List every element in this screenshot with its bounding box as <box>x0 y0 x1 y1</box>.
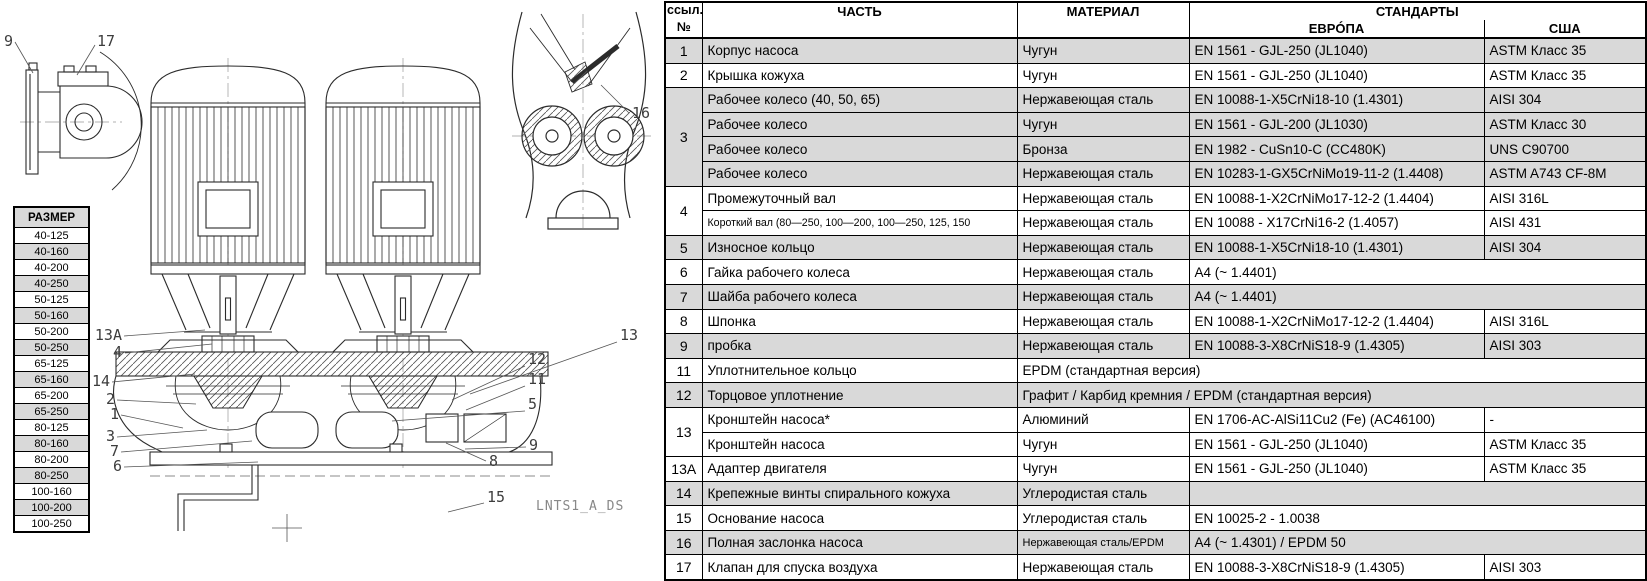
size-row <box>14 292 89 308</box>
table-row <box>665 211 1646 236</box>
part-cell: Шайба рабочего колеса <box>702 284 1017 309</box>
size-value: 40-200 <box>14 260 89 276</box>
usa-standard-cell: AISI 303 <box>1484 555 1646 580</box>
usa-standard-cell: ASTM Класс 35 <box>1484 432 1646 457</box>
callout-1: 1 <box>109 405 119 423</box>
callout-7: 7 <box>109 442 119 460</box>
europe-standard-cell: EN 1706-AC-AlSi11Cu2 (Fe) (AC46100) <box>1189 407 1484 432</box>
part-cell: Торцовое уплотнение <box>702 383 1017 408</box>
material-cell: Чугун <box>1017 112 1189 137</box>
table-row <box>665 161 1646 186</box>
table-row <box>665 260 1646 285</box>
material-cell: Графит / Карбид кремния / EPDM (стандартная версия) <box>1017 383 1646 408</box>
europe-standard-cell: EN 10088-1-X5CrNi18-10 (1.4301) <box>1189 88 1484 113</box>
usa-standard-cell: - <box>1484 407 1646 432</box>
parts-table <box>664 1 1647 581</box>
size-value: 50-250 <box>14 340 89 356</box>
part-cell: Основание насоса <box>702 506 1017 531</box>
ref-cell: 8 <box>665 309 702 334</box>
size-row <box>14 324 89 340</box>
part-cell: Гайка рабочего колеса <box>702 260 1017 285</box>
part-cell: Уплотнительное кольцо <box>702 358 1017 383</box>
material-cell: Чугун <box>1017 38 1189 63</box>
part-cell: Короткий вал (80—250, 100—200, 100—250, 125, 150 <box>702 211 1017 236</box>
material-cell: Нержавеющая сталь <box>1017 334 1189 359</box>
size-row <box>14 276 89 292</box>
europe-standard-cell: EN 10088 - X17CrNi16-2 (1.4057) <box>1189 211 1484 236</box>
size-value: 65-250 <box>14 404 89 420</box>
size-row <box>14 308 89 324</box>
size-row <box>14 484 89 500</box>
europe-standard-cell: EN 1561 - GJL-200 (JL1030) <box>1189 112 1484 137</box>
table-row <box>665 530 1646 555</box>
header-ref-line2: № <box>676 20 691 34</box>
material-cell: Чугун <box>1017 432 1189 457</box>
size-row <box>14 420 89 436</box>
size-value: 65-200 <box>14 388 89 404</box>
table-row <box>665 38 1646 63</box>
size-row <box>14 340 89 356</box>
ref-cell: 5 <box>665 235 702 260</box>
europe-standard-cell: EN 10088-1-X5CrNi18-10 (1.4301) <box>1189 235 1484 260</box>
material-cell: Нержавеющая сталь <box>1017 260 1189 285</box>
callout-12: 12 <box>528 350 547 368</box>
part-cell: Износное кольцо <box>702 235 1017 260</box>
table-row <box>665 284 1646 309</box>
motor-left <box>151 66 305 352</box>
material-cell: Нержавеющая сталь <box>1017 284 1189 309</box>
callout-9: 9 <box>4 32 14 50</box>
table-row <box>665 334 1646 359</box>
europe-standard-cell: EN 10283-1-GX5CrNiMo19-11-2 (1.4408) <box>1189 161 1484 186</box>
ref-cell: 9 <box>665 334 702 359</box>
part-cell: Кронштейн насоса <box>702 432 1017 457</box>
ref-cell: 1 <box>665 38 702 63</box>
usa-standard-cell: AISI 431 <box>1484 211 1646 236</box>
europe-standard-cell: EN 10025-2 - 1.0038 <box>1189 506 1646 531</box>
material-cell: Бронза <box>1017 137 1189 162</box>
table-row <box>665 407 1646 432</box>
part-cell: Крепежные винты спирального кожуха <box>702 481 1017 506</box>
usa-standard-cell: UNS C90700 <box>1484 137 1646 162</box>
callout-8: 8 <box>489 452 499 470</box>
size-row <box>14 500 89 516</box>
header-standards: СТАНДАРТЫ <box>1189 2 1646 20</box>
table-row <box>665 309 1646 334</box>
size-value: 40-250 <box>14 276 89 292</box>
ref-cell: 3 <box>665 88 702 186</box>
material-cell: Нержавеющая сталь <box>1017 161 1189 186</box>
size-value: 65-160 <box>14 372 89 388</box>
size-value: 40-125 <box>14 228 89 244</box>
size-row <box>14 260 89 276</box>
callout-6: 6 <box>112 457 122 475</box>
table-row <box>665 481 1646 506</box>
header-ref <box>665 2 702 38</box>
size-value: 65-125 <box>14 356 89 372</box>
material-cell: EPDM (стандартная версия) <box>1017 358 1646 383</box>
usa-standard-cell: ASTM Класс 35 <box>1484 63 1646 88</box>
callout-15: 15 <box>487 488 506 506</box>
part-cell: пробка <box>702 334 1017 359</box>
callout-9: 9 <box>529 436 539 454</box>
part-cell: Рабочее колесо <box>702 137 1017 162</box>
header-usa: США <box>1484 20 1646 38</box>
ref-cell: 4 <box>665 186 702 235</box>
material-cell: Чугун <box>1017 457 1189 482</box>
callout-13: 13 <box>620 326 639 344</box>
material-cell: Нержавеющая сталь <box>1017 235 1189 260</box>
callout-4: 4 <box>112 343 122 361</box>
size-row <box>14 228 89 244</box>
ref-cell: 2 <box>665 63 702 88</box>
callout-16: 16 <box>632 104 651 122</box>
size-value: 50-160 <box>14 308 89 324</box>
size-row <box>14 436 89 452</box>
usa-standard-cell: AISI 316L <box>1484 186 1646 211</box>
europe-standard-cell: EN 1561 - GJL-250 (JL1040) <box>1189 432 1484 457</box>
size-value: 100-160 <box>14 484 89 500</box>
europe-standard-cell: EN 1561 - GJL-250 (JL1040) <box>1189 38 1484 63</box>
size-row <box>14 388 89 404</box>
size-row <box>14 404 89 420</box>
europe-standard-cell: EN 1982 - CuSn10-C (CC480K) <box>1189 137 1484 162</box>
size-table <box>13 206 90 533</box>
part-cell: Рабочее колесо <box>702 161 1017 186</box>
callout-2: 2 <box>105 390 115 408</box>
callout-leader <box>448 503 484 512</box>
material-cell: Углеродистая сталь <box>1017 481 1189 506</box>
table-row <box>665 358 1646 383</box>
usa-standard-cell: ASTM Класс 30 <box>1484 112 1646 137</box>
size-row <box>14 468 89 484</box>
size-table-header: РАЗМЕР <box>14 207 89 228</box>
ref-cell: 6 <box>665 260 702 285</box>
table-row <box>665 506 1646 531</box>
europe-standard-cell: EN 10088-3-X8CrNiS18-9 (1.4305) <box>1189 334 1484 359</box>
size-value: 80-160 <box>14 436 89 452</box>
part-cell: Рабочее колесо (40, 50, 65) <box>702 88 1017 113</box>
europe-standard-cell: A4 (~ 1.4301) / EPDM 50 <box>1189 530 1646 555</box>
header-europe: ЕВРÓПА <box>1189 20 1484 38</box>
vent-valve-detail <box>26 52 142 190</box>
drawing-code: LNTS1_A_DS <box>536 499 625 514</box>
usa-standard-cell: AISI 303 <box>1484 334 1646 359</box>
table-row <box>665 432 1646 457</box>
size-value: 50-125 <box>14 292 89 308</box>
size-value: 100-200 <box>14 500 89 516</box>
europe-standard-cell: EN 1561 - GJL-250 (JL1040) <box>1189 457 1484 482</box>
part-cell: Крышка кожуха <box>702 63 1017 88</box>
callout-leader <box>15 42 33 73</box>
table-row <box>665 186 1646 211</box>
part-cell: Кронштейн насоса* <box>702 407 1017 432</box>
europe-standard-cell: EN 10088-1-X2CrNiMo17-12-2 (1.4404) <box>1189 186 1484 211</box>
table-row <box>665 457 1646 482</box>
callout-11: 11 <box>528 370 547 388</box>
twin-volute-detail <box>512 12 645 229</box>
europe-standard-cell <box>1189 481 1646 506</box>
usa-standard-cell: AISI 316L <box>1484 309 1646 334</box>
ref-cell: 11 <box>665 358 702 383</box>
part-cell: Полная заслонка насоса <box>702 530 1017 555</box>
part-cell: Корпус насоса <box>702 38 1017 63</box>
motor-right <box>326 66 480 352</box>
header-ref-line1: ссыл. <box>667 3 703 17</box>
ref-cell: 15 <box>665 506 702 531</box>
table-row <box>665 63 1646 88</box>
size-value: 80-125 <box>14 420 89 436</box>
material-cell: Нержавеющая сталь <box>1017 186 1189 211</box>
material-cell: Алюминий <box>1017 407 1189 432</box>
ref-cell: 12 <box>665 383 702 408</box>
ref-cell: 14 <box>665 481 702 506</box>
size-row <box>14 372 89 388</box>
part-cell: Шпонка <box>702 309 1017 334</box>
size-value: 50-200 <box>14 324 89 340</box>
callout-13A: 13A <box>94 326 122 344</box>
part-cell: Клапан для спуска воздуха <box>702 555 1017 580</box>
usa-standard-cell: ASTM A743 CF-8M <box>1484 161 1646 186</box>
callout-leader <box>117 400 196 404</box>
ref-cell: 13A <box>665 457 702 482</box>
size-value: 80-200 <box>14 452 89 468</box>
ref-cell: 17 <box>665 555 702 580</box>
callout-5: 5 <box>528 395 538 413</box>
part-cell: Адаптер двигателя <box>702 457 1017 482</box>
table-row <box>665 137 1646 162</box>
part-cell: Промежуточный вал <box>702 186 1017 211</box>
header-part: ЧАСТЬ <box>702 2 1017 38</box>
table-row <box>665 88 1646 113</box>
table-row <box>665 112 1646 137</box>
usa-standard-cell: ASTM Класс 35 <box>1484 38 1646 63</box>
size-value: 40-160 <box>14 244 89 260</box>
material-cell: Нержавеющая сталь <box>1017 88 1189 113</box>
usa-standard-cell: AISI 304 <box>1484 235 1646 260</box>
header-material: МАТЕРИАЛ <box>1017 2 1189 38</box>
callout-14: 14 <box>91 372 110 390</box>
material-cell: Чугун <box>1017 63 1189 88</box>
material-cell: Нержавеющая сталь/EPDM <box>1017 530 1189 555</box>
callout-3: 3 <box>105 427 115 445</box>
europe-standard-cell: EN 1561 - GJL-250 (JL1040) <box>1189 63 1484 88</box>
size-row <box>14 452 89 468</box>
ref-cell: 13 <box>665 407 702 456</box>
usa-standard-cell: AISI 304 <box>1484 88 1646 113</box>
table-row <box>665 555 1646 580</box>
material-cell: Нержавеющая сталь <box>1017 555 1189 580</box>
size-value: 80-250 <box>14 468 89 484</box>
part-cell: Рабочее колесо <box>702 112 1017 137</box>
material-cell: Нержавеющая сталь <box>1017 211 1189 236</box>
europe-standard-cell: A4 (~ 1.4401) <box>1189 260 1646 285</box>
size-row <box>14 244 89 260</box>
pump-casing-section <box>114 340 548 453</box>
size-row <box>14 516 89 533</box>
callout-leader <box>124 330 205 336</box>
ref-cell: 16 <box>665 530 702 555</box>
size-value: 100-250 <box>14 516 89 533</box>
table-row <box>665 383 1646 408</box>
size-row <box>14 356 89 372</box>
material-cell: Нержавеющая сталь <box>1017 309 1189 334</box>
europe-standard-cell: EN 10088-1-X2CrNiMo17-12-2 (1.4404) <box>1189 309 1484 334</box>
ref-cell: 7 <box>665 284 702 309</box>
europe-standard-cell: EN 10088-3-X8CrNiS18-9 (1.4305) <box>1189 555 1484 580</box>
callout-leader <box>121 415 183 428</box>
callout-17: 17 <box>97 32 116 50</box>
table-row <box>665 235 1646 260</box>
europe-standard-cell: A4 (~ 1.4401) <box>1189 284 1646 309</box>
pump-technical-drawing <box>0 0 660 543</box>
material-cell: Углеродистая сталь <box>1017 506 1189 531</box>
usa-standard-cell: ASTM Класс 35 <box>1484 457 1646 482</box>
